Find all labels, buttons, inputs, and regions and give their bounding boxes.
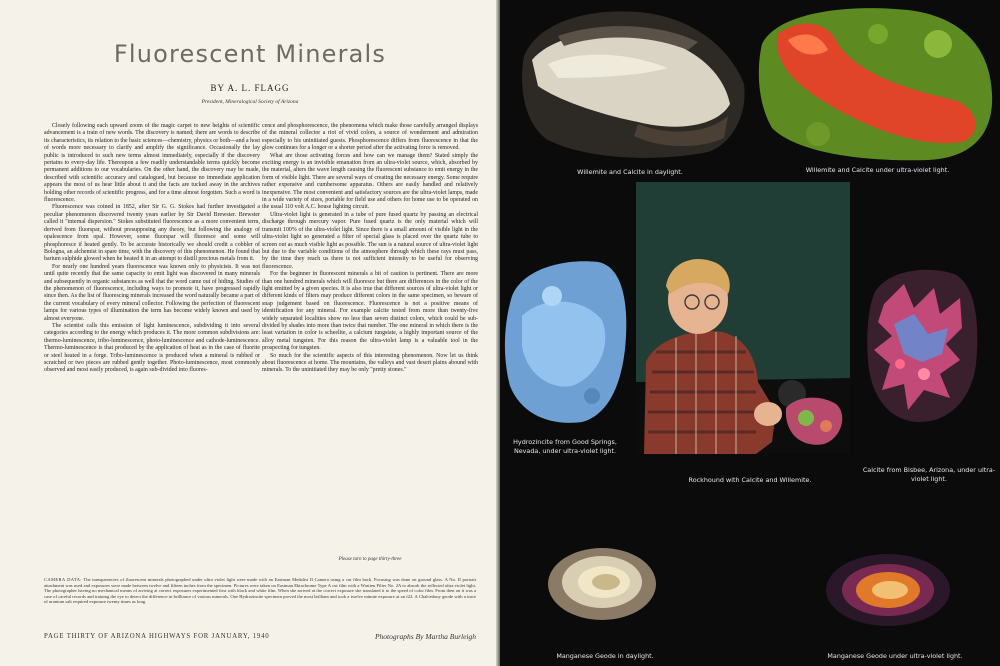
geode-image <box>824 552 954 628</box>
rock-image <box>864 264 980 424</box>
photo-plate-page <box>500 0 1000 666</box>
paragraph: Ultra-violet light is generated in a tube of pure fused quartz by passing an electrical discharge through mercury vapor. Pure fused quartz is the only material which will transmit 100% of the ultra-violet light. Since there is a small amount of visible light in the ultra-violet light so generated a filter of special glass is placed over the quartz tube to screen out as much visible light as possible. The sun is a natural source of ultra-violet light but due to the variable conditions of the atmosphere through which these rays must pass, by the time they reach us there is not sufficient intensity to be useful for observing fluorescence. <box>262 211 478 270</box>
paragraph: What are those activating forces and how can we manage them? Stated simply the exciting energy is an invisible emanation from an ultra-violet source, which, absorbed by the material, alters the wave length causing the fluorescent substance to emit energy in the form of visible light. There are several ways of creating the necessary energy. Some require rather expensive and cumbersome apparatus. Others are easily handled and relatively inexpensive. The most convenient and satisfactory sources are the ultra-violet lamps, made in a wide variety of sizes, portable for field use and others for home use to be operated on the usual 110 volt A.C. house lighting circuit. <box>262 152 478 211</box>
caption-geode-daylight: Manganese Geode in daylight. <box>556 652 654 660</box>
camera-data-label: CAMERA DATA: <box>44 577 82 582</box>
camera-data-text: The transparencies of fluorescent minerals photographed under ultra violet light were made with an Eastman Medalist II Camera using a cut film back. Focusing was done on ground glass. A No. II portrait attachment was used and exposures were made between twelve and fifteen inches from the specimen. Pictures were taken on Eastman Ektachrome Type A cut film with a Wratten Filter No. 2A to absorb the reflected ultra violet light. The photographer having no mechanical means of arriving at correct exposures experimented first with black and white film. When she arrived at the correct exposure she translated it to the speed of color film. From then on it was a case of careful records and training the eye to detect the difference in brilliance of various minerals. One Hydrozincite specimen proved the most brilliant and took a twelve minute exposure at an f22. A Chalcedony geode with a trace of uranium salt required exposure twenty times as long. <box>44 577 476 604</box>
calcite-bisbee-photo <box>864 264 980 424</box>
hydrozincite-photo <box>502 256 628 426</box>
caption-hydrozincite: Hydrozincite from Good Springs, Nevada, under ultra-violet light. <box>513 438 617 455</box>
rock-image <box>758 4 994 162</box>
column-right <box>262 123 478 375</box>
willemite-uv-photo <box>758 4 994 162</box>
caption-geode-uv: Manganese Geode under ultra-violet light. <box>827 652 963 660</box>
page-footer: PAGE THIRTY OF ARIZONA HIGHWAYS FOR JANUARY, 1940 <box>44 633 270 640</box>
article-title: Fluorescent Minerals <box>113 40 387 68</box>
geode-uv-photo <box>824 552 954 628</box>
paragraph: Closely following each upward zoom of the magic carpet to new heights of scientific advancement is a train of new words. The discovery is named; there are words to describe its characteristics, its relation to the basic sciences—chemistry, physics or both—and a host of words more necessary to clarify and amplify the significance. Occasionally the lay public is introduced to such new terms almost immediately, especially if the discovery pertains to every-day life. Thereupon a few readily understandable terms quickly become permanent additions to our vocabularies. On the other hand, the discovery may be made, described with scientific accuracy and catalogued, but because no immediate application appears the most of us hear little about it and the facts are tucked away in the archives holding other records of scientific progress, and for a time almost forgotten. Such a word is fluorescence. <box>44 123 260 204</box>
boy-image <box>636 182 850 454</box>
byline: BY A. L. FLAGG <box>210 83 290 93</box>
column-left <box>44 123 260 375</box>
continued-note: Please turn to page thirty-three <box>338 557 402 562</box>
photo-credit: Photographs By Martha Burleigh <box>374 632 476 641</box>
rock-image <box>518 4 748 164</box>
paragraph: The scientist calls this emission of light luminescence, subdividing it into several categories according to the energy which produces it. The more common subdivisions are: thermo-luminescence, tribo-luminescence, photo-luminescence and cathode-luminescence. Thermo-luminescence is that produced by the application of heat as in the case of fluorite or steel heated in a forge. Tribo-luminescence is produced when a mineral is rubbed or scratched or two pieces are rubbed gently together. Photo-luminescence, most commonly observed and most easily produced, is again sub-divided into fluores- <box>44 322 260 374</box>
caption-calcite-bisbee: Calcite from Bisbee, Arizona, under ultra-violet light. <box>862 466 996 483</box>
rock-image <box>502 256 628 426</box>
author-affiliation: President, Mineralogical Society of Arizona <box>201 99 299 105</box>
geode-image <box>546 546 658 622</box>
geode-daylight-photo <box>546 546 658 622</box>
caption-willemite-uv: Willemite and Calcite under ultra-violet light. <box>805 166 950 174</box>
paragraph: Fluorescence was coined in 1852, after Sir G. G. Stokes had further investigated a peculiar phenomenon discovered twenty years earlier by Sir David Brewster. Brewster called it "internal dispersion." Stokes substituted fluorescence as a more convenient term, derived from fluorspar, without presupposing any theory, but following the analogy of opalescence from opal. However, some fluorspar will fluoresce and some will phosphoresce if heated gently. To be accurate historically we should credit a cobbler of Bologna, an alchemist in spare time, with the discovery of this phenomenon. He found that barium sulphide glowed when he heated it in an attempt to distill precious metals from it. <box>44 204 260 263</box>
paragraph: So much for the scientific aspects of this interesting phenomenon. Now let us think about fluorescence at home. The mountains, the valleys and vast desert plains abound with minerals. To the uninitiated they may be only "pretty stones." <box>262 352 478 374</box>
caption-willemite-daylight: Willemite and Calcite in daylight. <box>577 168 683 176</box>
willemite-daylight-photo <box>518 4 748 164</box>
paragraph: For nearly one hundred years fluorescence was known only to physicists. It was not until quite recently that the same capacity to emit light was discovered in many minerals and subsequently in organic substances as well that the word came out of hiding. Studies of the phenomenon of fluorescence, including ways to promote it, have progressed rapidly since then. As the list of fluorescing minerals increased the word naturally became a part of the current vocabulary of every mineral collector. Following the perfection of fluorescent lamps for various types of illumination the term has become widely known and used by almost everyone. <box>44 263 260 322</box>
rockhound-photo <box>636 182 850 454</box>
paragraph: cence and phosphorescence, the phenomena which make those carefully arranged displays of the mineral collector a riot of vivid colors, a source of wonderment and admiration especially to his uninitiated guests. Phosphorescence differs from fluorescence in that the glow continues for a longer or a shorter period after the activating force is removed. <box>262 123 478 152</box>
paragraph: For the beginner in fluorescent minerals a bit of caution is pertinent. There are more than one hundred minerals which will fluoresce but there are differences in the color of the light emitted by a given species. It is also true that different sources of ultra-violet light or different kinds of filters may produce different colors in the same specimen, so beware of snap judgement based on fluorescence. Fluorescence is not a positive means of identification for any mineral. For example calcite tested from more than twenty-five widely separated localities show no less than seven distinct colors, which could be sub-divided by shades into more than twice that number. The one mineral in which there is the least variation in color is scheelite, a calcium tungstate, a highly important source of the alloy metal tungsten. For this reason the ultra-violet lamp is a valuable tool in the prospecting for tungsten. <box>262 271 478 352</box>
camera-data <box>44 577 476 605</box>
caption-rockhound: Rockhound with Calcite and Willemite. <box>688 476 812 484</box>
